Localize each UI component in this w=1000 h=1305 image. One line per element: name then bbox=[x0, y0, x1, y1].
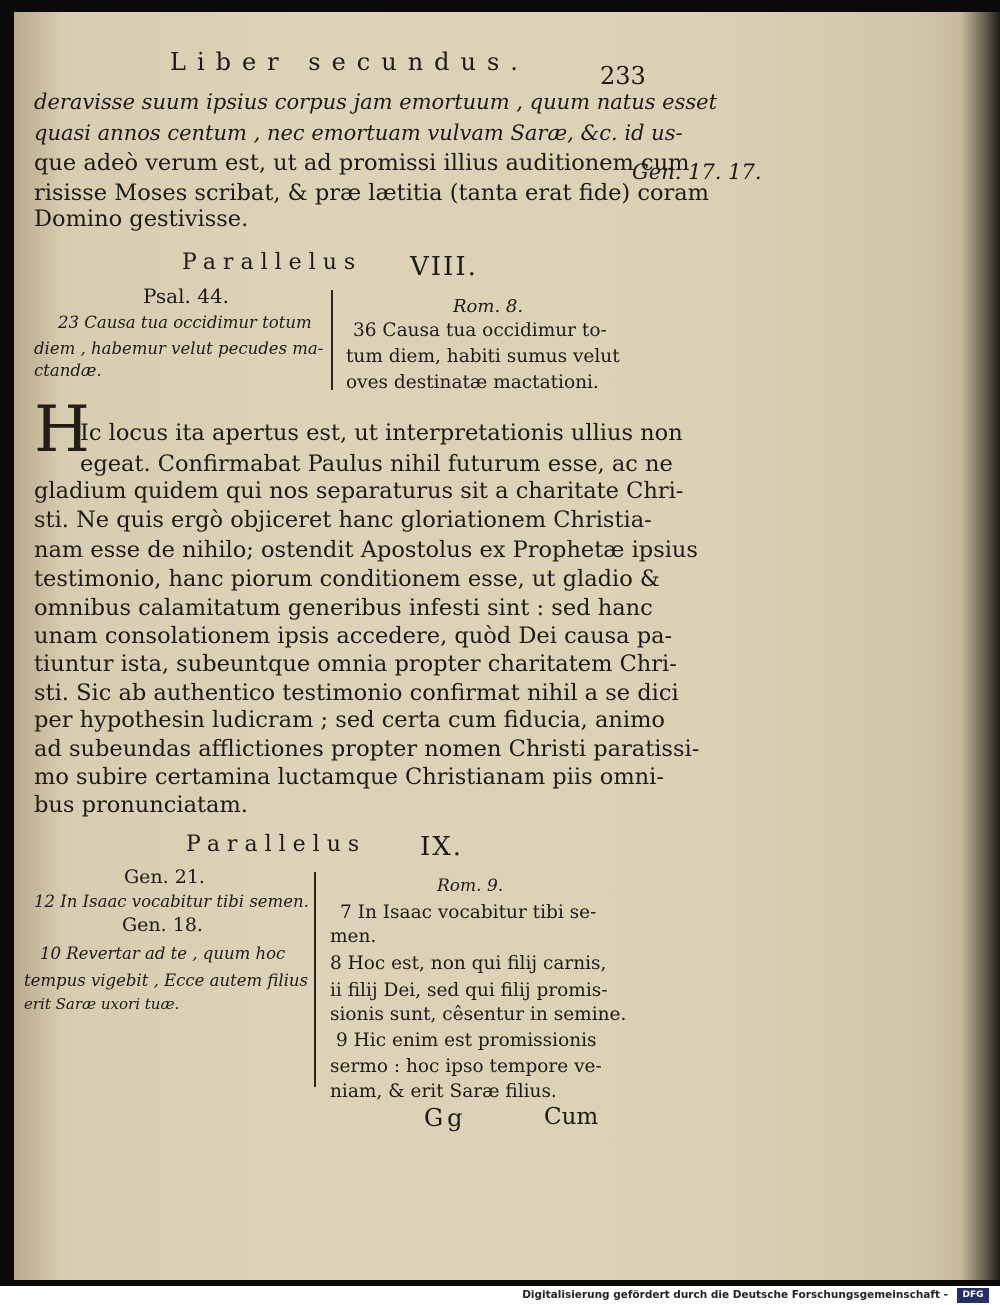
left-verse-line: ctandæ. bbox=[34, 361, 102, 380]
text-line: unam consolationem ipsis accedere, quòd Dei causa pa- bbox=[34, 623, 673, 649]
left-verse-line: 10 Revertar ad te , quum hoc bbox=[40, 944, 286, 963]
right-verse-line: men. bbox=[330, 926, 377, 947]
catchword: Cum bbox=[544, 1104, 599, 1130]
right-verse-line: 9 Hic enim est promissionis bbox=[336, 1030, 597, 1051]
text-line: deravisse suum ipsius corpus jam emortuum , quum natus esset bbox=[34, 90, 718, 114]
left-verse-line: erit Saræ uxori tuæ. bbox=[24, 995, 180, 1013]
text-line: nam esse de nihilo; ostendit Apostolus ex Prophetæ ipsius bbox=[34, 537, 698, 563]
text-line: Ic locus ita apertus est, ut interpretationis ullius non bbox=[80, 420, 683, 446]
left-verse-line: 12 In Isaac vocabitur tibi semen. bbox=[34, 892, 309, 911]
text-line: mo subire certamina luctamque Christianam piis omni- bbox=[34, 764, 664, 790]
right-reference: Rom. 9. bbox=[437, 876, 504, 896]
left-verse-line: diem , habemur velut pecudes ma- bbox=[34, 339, 324, 358]
right-verse-line: ii filij Dei, sed qui filij promis- bbox=[330, 980, 608, 1001]
section-heading: Parallelus bbox=[182, 250, 363, 275]
left-reference: Psal. 44. bbox=[143, 284, 230, 308]
left-reference: Gen. 18. bbox=[122, 914, 203, 936]
page-number: 233 bbox=[600, 62, 646, 90]
right-verse-line: 7 In Isaac vocabitur tibi se- bbox=[340, 902, 597, 923]
text-line: Domino gestivisse. bbox=[34, 206, 249, 232]
left-reference: Gen. 21. bbox=[124, 866, 205, 888]
text-line: risisse Moses scribat, & præ lætitia (tanta erat fide) coram bbox=[34, 180, 710, 206]
dfg-logo: DFG bbox=[957, 1288, 989, 1303]
right-verse-line: 8 Hoc est, non qui filij carnis, bbox=[330, 953, 607, 974]
column-divider bbox=[331, 290, 333, 390]
text-line: tiuntur ista, subeuntque omnia propter charitatem Chri- bbox=[34, 651, 677, 677]
text-line: bus pronunciatam. bbox=[34, 792, 248, 818]
left-verse-line: tempus vigebit , Ecce autem filius bbox=[24, 971, 309, 990]
text-line: sti. Sic ab authentico testimonio confirmat nihil a se dici bbox=[34, 680, 679, 706]
text-line: egeat. Confirmabat Paulus nihil futurum esse, ac ne bbox=[80, 451, 673, 477]
signature-mark: Gg bbox=[424, 1104, 467, 1132]
right-verse-line: 36 Causa tua occidimur to- bbox=[353, 320, 607, 341]
text-line: ad subeundas afflictiones propter nomen Christi paratissi- bbox=[34, 736, 700, 762]
right-verse-line: tum diem, habiti sumus velut bbox=[346, 346, 620, 367]
text-line: que adeò verum est, ut ad promissi illius auditionem cum bbox=[34, 150, 690, 176]
text-line: per hypothesin ludicram ; sed certa cum fiducia, animo bbox=[34, 707, 665, 733]
margin-note: Gen. 17. 17. bbox=[632, 160, 762, 184]
right-reference: Rom. 8. bbox=[453, 296, 524, 317]
text-line: testimonio, hanc piorum conditionem esse, ut gladio & bbox=[34, 566, 660, 592]
section-heading: Parallelus bbox=[186, 832, 367, 857]
text-line: gladium quidem qui nos separaturus sit a charitate Chri- bbox=[34, 478, 684, 504]
text-line: sti. Ne quis ergò objiceret hanc gloriationem Christia- bbox=[34, 507, 652, 533]
text-line: quasi annos centum , nec emortuam vulvam Saræ, &c. id us- bbox=[34, 121, 683, 145]
digitization-credit: Digitalisierung gefördert durch die Deutsche Forschungsgemeinschaft - bbox=[522, 1289, 948, 1301]
right-verse-line: sermo : hoc ipso tempore ve- bbox=[330, 1056, 602, 1077]
right-verse-line: sionis sunt, cêsentur in semine. bbox=[330, 1004, 627, 1025]
right-verse-line: oves destinatæ mactationi. bbox=[346, 372, 599, 393]
section-numeral: IX. bbox=[420, 832, 464, 862]
text-line: omnibus calamitatum generibus infesti sint : sed hanc bbox=[34, 595, 653, 621]
right-verse-line: niam, & erit Saræ filius. bbox=[330, 1081, 557, 1102]
running-head: Liber secundus. bbox=[170, 48, 529, 76]
drop-cap: H bbox=[34, 393, 90, 467]
left-verse-line: 23 Causa tua occidimur totum bbox=[58, 313, 312, 332]
column-divider bbox=[314, 872, 316, 1087]
page-spine-shadow bbox=[960, 12, 1000, 1280]
section-numeral: VIII. bbox=[410, 252, 478, 282]
